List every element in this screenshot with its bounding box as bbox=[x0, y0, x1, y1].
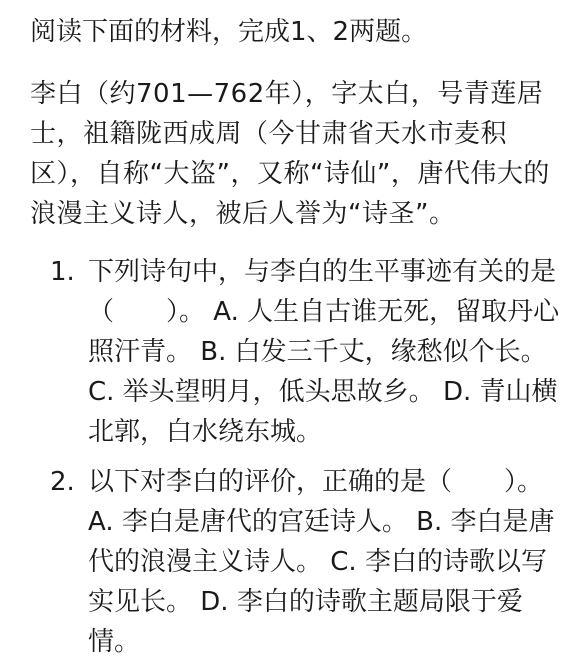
instructions: 阅读下面的材料，完成1、2两题。 bbox=[30, 17, 428, 47]
question-number: 1. bbox=[50, 257, 75, 287]
question-item bbox=[30, 252, 566, 452]
question-item bbox=[30, 462, 566, 662]
question-text: 下列诗句中，与李白的生平事迹有关的是（ ）。 A. 人生自古谁无死，留取丹心照汗青。 B. 白发三千丈，缘愁似个长。 C. 举头望明月，低头思故乡。 D. 青山横北郭，白水绕东城。 bbox=[88, 257, 560, 447]
question-number: 2. bbox=[50, 467, 75, 497]
reading-material: 李白（约701—762年），字太白，号青莲居士，祖籍陇西成周（今甘肃省天水市麦积区），自称“大盗”，又称“诗仙”，唐代伟大的浪漫主义诗人，被后人誉为“诗圣”。 bbox=[30, 79, 550, 229]
question-text: 以下对李白的评价，正确的是（ ）。 A. 李白是唐代的宫廷诗人。 B. 李白是唐代的浪漫主义诗人。 C. 李白的诗歌以写实见长。 D. 李白的诗歌主题局限于爱情。 bbox=[88, 467, 555, 657]
question-list bbox=[30, 252, 566, 662]
